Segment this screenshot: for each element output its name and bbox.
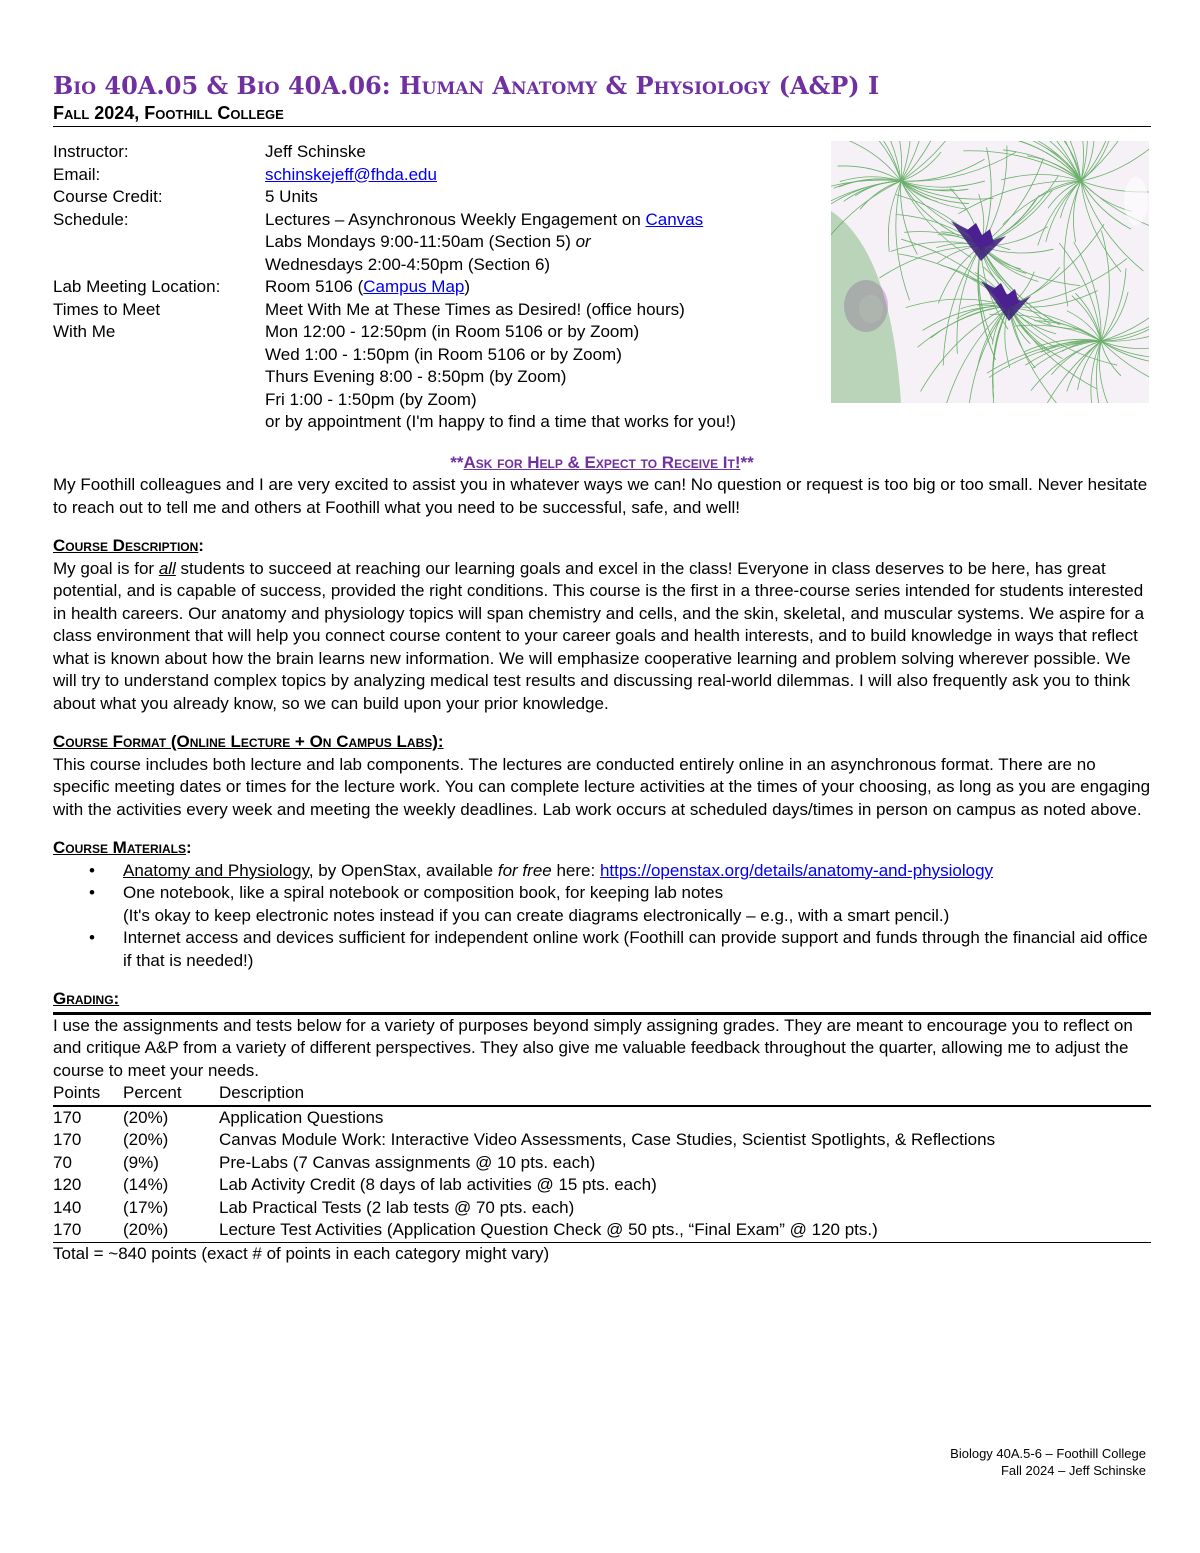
table-row (53, 1152, 1151, 1175)
grading-intro: I use the assignments and tests below for a variety of purposes beyond simply assigning grades. They are meant to encourage you to reflect on and critique A&P from a variety of different perspectives. They also give me valuable feedback throughout the quarter, allowing me to adjust the course to meet your needs. (53, 1015, 1133, 1080)
info-label: Schedule: (53, 209, 129, 229)
bullet: • (89, 883, 95, 902)
table-row (53, 1174, 1151, 1197)
grading-total: Total = ~840 points (exact # of points in each category might vary) (53, 1243, 550, 1263)
syllabus-page (53, 70, 1151, 1265)
list-item (89, 927, 1151, 972)
textbook-title: Anatomy and Physiology (123, 860, 309, 880)
cell-percent: (14%) (123, 1175, 169, 1194)
heading-text: Course Materials (53, 838, 186, 857)
table-row (53, 1106, 1151, 1130)
emphasis-all: all (158, 558, 176, 578)
help-stars: ** (450, 452, 464, 472)
grading-table (53, 1082, 1151, 1243)
list-item (89, 860, 1151, 883)
cell-points: 170 (53, 1130, 82, 1149)
office-hours-line: Fri 1:00 - 1:50pm (by Zoom) (265, 389, 477, 409)
schedule-or: or (575, 232, 591, 251)
cell-desc: Lab Activity Credit (8 days of lab activities @ 15 pts. each) (219, 1175, 657, 1194)
location-text: Room 5106 ( (265, 277, 364, 296)
schedule-line: Wednesdays 2:00-4:50pm (Section 6) (265, 254, 551, 274)
canvas-link[interactable]: Canvas (645, 209, 704, 229)
page-title: Bio 40A.05 & Bio 40A.06: Human Anatomy & Physiology (A&P) I (53, 71, 880, 100)
info-label: Course Credit: (53, 187, 163, 206)
email-link[interactable]: schinskejeff@fhda.edu (265, 164, 437, 184)
section-heading-materials (53, 837, 1151, 860)
meet-label-line: Times to Meet (53, 299, 161, 319)
heading-text: Course Description (53, 536, 199, 555)
section-heading-format: Course Format (Online Lecture + On Campus Labs): (53, 732, 444, 751)
cell-desc: Canvas Module Work: Interactive Video Assessments, Case Studies, Scientist Spotlights, & Reflections (219, 1130, 996, 1149)
cell-percent: (17%) (123, 1197, 169, 1217)
cell-points: 70 (53, 1152, 72, 1172)
help-title-text: Ask for Help & Expect to Receive It! (463, 452, 741, 472)
item-text: here: (551, 860, 600, 880)
course-info (53, 141, 1151, 434)
table-row (53, 1197, 1151, 1220)
info-value: 5 Units (265, 187, 318, 206)
cell-points: 120 (53, 1175, 82, 1194)
cell-points: 140 (53, 1197, 82, 1217)
col-header-description: Description (219, 1082, 1151, 1106)
table-row (53, 1129, 1151, 1152)
office-hours-line: Wed 1:00 - 1:50pm (in Room 5106 or by Zoom) (265, 344, 622, 364)
campus-map-link[interactable]: Campus Map (363, 277, 465, 296)
col-header-points: Points (53, 1082, 123, 1106)
footer-line: Fall 2024 – Jeff Schinske (1000, 1463, 1146, 1478)
heading-colon: : (185, 838, 192, 857)
cell-desc: Pre-Labs (7 Canvas assignments @ 10 pts. each) (219, 1152, 596, 1172)
section-heading-description (53, 535, 1151, 558)
schedule-text: Labs Mondays 9:00-11:50am (Section 5) (265, 232, 576, 251)
meet-label-line: With Me (53, 322, 116, 341)
office-hours-line: Mon 12:00 - 12:50pm (in Room 5106 or by Zoom) (265, 322, 640, 341)
cell-percent: (20%) (123, 1107, 169, 1127)
openstax-link[interactable]: https://openstax.org/details/anatomy-and-physiology (599, 860, 994, 880)
section-heading-grading (53, 988, 1151, 1015)
item-text: Internet access and devices sufficient for independent online work (Foothill can provide support and funds through the financial aid office if that is needed!) (123, 928, 1148, 970)
list-item (89, 882, 1151, 927)
heading-colon: : (198, 536, 204, 555)
info-value: Jeff Schinske (265, 142, 366, 161)
cell-points: 170 (53, 1107, 82, 1127)
cell-desc: Lab Practical Tests (2 lab tests @ 70 pts. each) (219, 1197, 575, 1217)
office-hours-line: or by appointment (I'm happy to find a time that works for you!) (265, 412, 736, 431)
item-text: , by OpenStax, available (308, 860, 498, 880)
cell-desc: Application Questions (219, 1107, 384, 1127)
office-hours-line: Meet With Me at These Times as Desired! (office hours) (265, 299, 685, 319)
item-text: One notebook, like a spiral notebook or composition book, for keeping lab notes (123, 883, 724, 902)
para-text: My goal is for (53, 558, 159, 578)
cell-desc: Lecture Test Activities (Application Question Check @ 50 pts., “Final Exam” @ 120 pts.) (219, 1219, 1151, 1242)
cell-points: 170 (53, 1219, 123, 1242)
table-header-row (53, 1082, 1151, 1106)
cell-percent: (9%) (123, 1152, 159, 1172)
table-row (53, 1219, 1151, 1242)
heading-text: Grading: (53, 989, 120, 1008)
bullet: • (89, 928, 95, 947)
footer-line: Biology 40A.5-6 – Foothill College (950, 1446, 1146, 1461)
page-footer (950, 1445, 1146, 1479)
help-stars: ** (740, 452, 754, 472)
cell-percent: (20%) (123, 1130, 169, 1149)
office-hours-line: Thurs Evening 8:00 - 8:50pm (by Zoom) (265, 367, 567, 386)
item-text: (It's okay to keep electronic notes instead if you can create diagrams electronically – e.g., with a smart pencil.) (123, 905, 950, 925)
para-text: students to succeed at reaching our learning goals and excel in the class! Everyone in class deserves to be here, has great potential, and is capable of success, provided the right conditions. This course is the first in a three-course series intended for students interested in health careers. Our anatomy and physiology topics will span chemistry and cells, and the skin, skeletal, and muscular systems. We aspire for a class environment that will help you connect course content to your career goals and health interests, and to build knowledge in ways that reflect what is known about how the brain learns new information. We will emphasize cooperative learning and problem solving wherever possible. We will try to understand complex topics by analyzing medical test results and discussing real-world dilemmas. I will also frequently ask you to think about what you already know, so we can build upon your prior knowledge. (53, 558, 1145, 713)
format-paragraph: This course includes both lecture and lab components. The lectures are conducted entirely online in an asynchronous format. There are no specific meeting dates or times for the lecture work. You can complete lecture activities at the times of your choosing, as long as you are engaging with the activities every week and meeting the weekly deadlines. Lab work occurs at scheduled days/times in person on campus as noted above. (53, 754, 1151, 819)
item-emphasis: for free (497, 860, 552, 880)
cell-percent: (20%) (123, 1219, 219, 1242)
info-label (53, 299, 265, 434)
help-paragraph: My Foothill colleagues and I are very excited to assist you in whatever ways we can! No question or request is too big or too small. Never hesitate to reach out to tell me and others at Foothill what you need to be successful, safe, and well! (53, 475, 1148, 517)
info-label: Instructor: (53, 142, 129, 161)
mitosis-micrograph (831, 141, 1149, 403)
location-text: ) (464, 277, 471, 296)
info-label: Lab Meeting Location: (53, 277, 221, 296)
schedule-text: Lectures – Asynchronous Weekly Engagement on (265, 209, 646, 229)
col-header-percent: Percent (123, 1082, 219, 1106)
info-label: Email: (53, 164, 101, 184)
bullet: • (89, 860, 95, 880)
help-heading (53, 452, 1151, 475)
page-subtitle: Fall 2024, Foothill College (53, 102, 1151, 127)
description-paragraph (53, 558, 1151, 716)
materials-list (53, 860, 1151, 973)
